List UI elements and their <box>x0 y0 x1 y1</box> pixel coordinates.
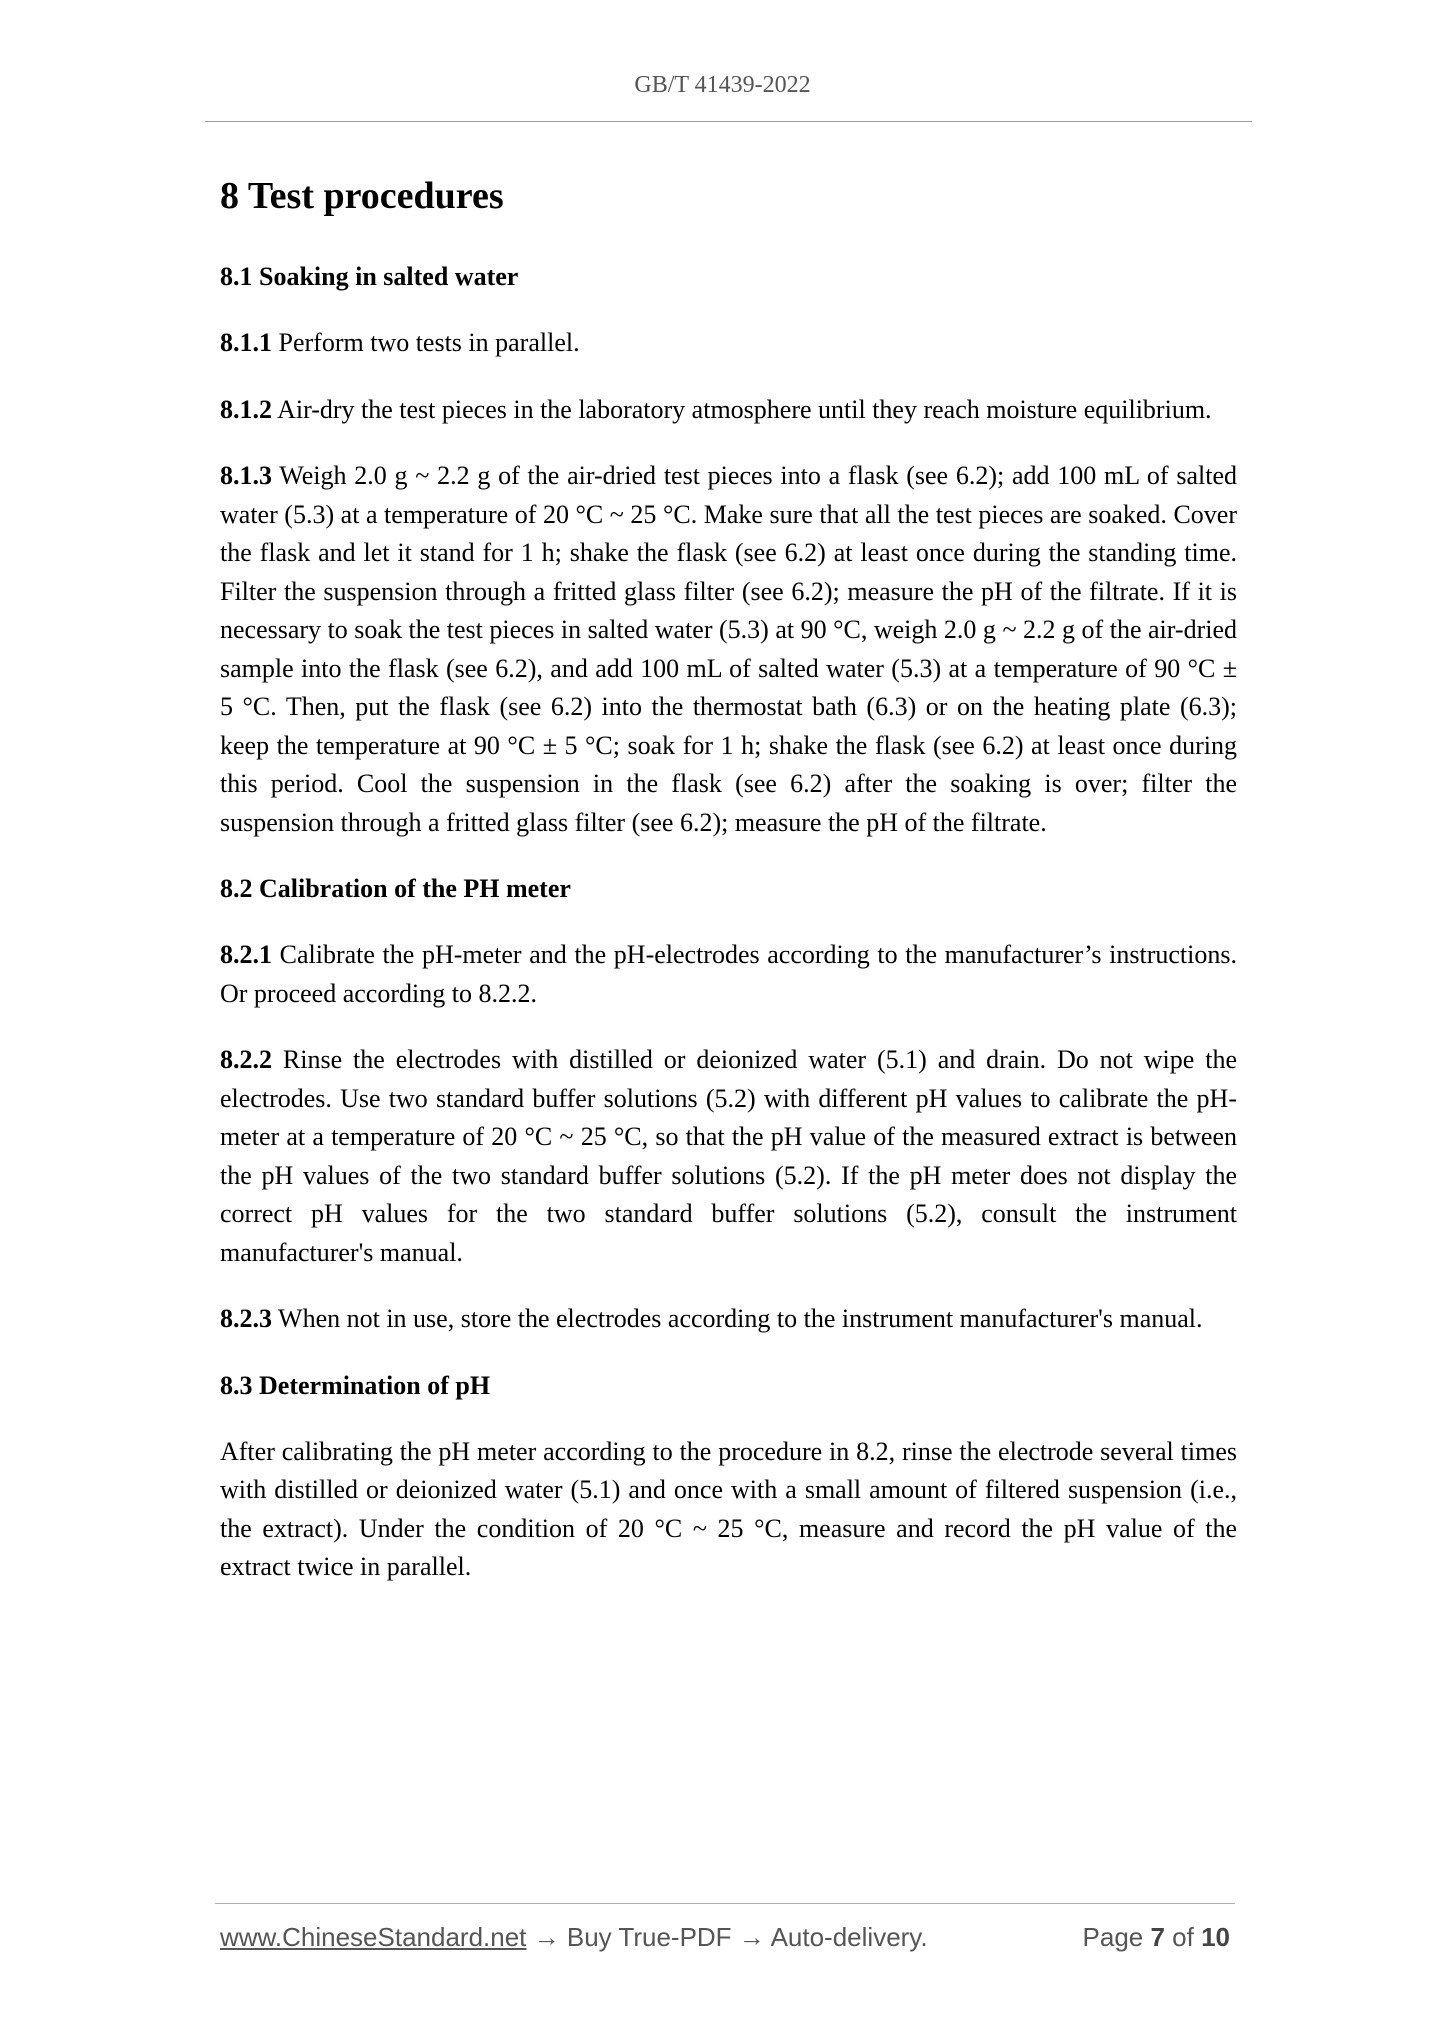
subsection-heading-8-1: 8.1 Soaking in salted water <box>220 262 519 291</box>
paragraph-8-2-3 <box>220 1300 1237 1339</box>
section-title: 8 Test procedures <box>220 175 504 217</box>
paragraph-8-2-1 <box>220 936 1237 1013</box>
footer-promo <box>220 1922 928 1953</box>
clause-number: 8.2.2 <box>220 1045 272 1074</box>
page-total: 10 <box>1201 1922 1230 1952</box>
page-content <box>220 168 1237 1615</box>
subsection-heading-8-2: 8.2 Calibration of the PH meter <box>220 874 571 903</box>
paragraph-8-1-2 <box>220 391 1237 430</box>
clause-text: Calibrate the pH-meter and the pH-electrodes according to the manufacturer’s instructions. Or proceed according to 8.2.2. <box>220 940 1237 1008</box>
paragraph-8-1-1 <box>220 324 1237 363</box>
paragraph-8-3: After calibrating the pH meter according to the procedure in 8.2, rinse the electrode several times with distilled or deionized water (5.1) and once with a small amount of filtered suspension (i.e., the extract). Under the condition of 20 °C ~ 25 °C, measure and record the pH value of the extract twice in parallel. <box>220 1436 1237 1581</box>
paragraph-8-2-2 <box>220 1041 1237 1272</box>
clause-text: When not in use, store the electrodes according to the instrument manufacturer's manual. <box>272 1304 1203 1333</box>
clause-number: 8.1.3 <box>220 461 272 490</box>
clause-number: 8.1.1 <box>220 328 272 357</box>
subsection-heading-8-3: 8.3 Determination of pH <box>220 1370 491 1400</box>
page-of: of <box>1164 1922 1202 1952</box>
clause-text: Perform two tests in parallel. <box>272 328 580 357</box>
header-divider <box>205 121 1252 122</box>
clause-text: Weigh 2.0 g ~ 2.2 g of the air-dried test pieces into a flask (see 6.2); add 100 mL of salted water (5.3) at a temperature of 20 °C ~ 25 °C. Make sure that all the test pieces are soaked. Cover the flask and let it stand for 1 h; shake the flask (see 6.2) at least once during the standing time. Filter the suspension through a fritted glass filter (see 6.2); measure the pH of the filtrate. If it is necessary to soak the test pieces in salted water (5.3) at 90 °C, weigh 2.0 g ~ 2.2 g of the air-dried sample into the flask (see 6.2), and add 100 mL of salted water (5.3) at a temperature of 90 °C ± 5 °C. Then, put the flask (see 6.2) into the thermostat bath (6.3) or on the heating plate (6.3); keep the temperature at 90 °C ± 5 °C; soak for 1 h; shake the flask (see 6.2) at least once during this period. Cool the suspension in the flask (see 6.2) after the soaking is over; filter the suspension through a fritted glass filter (see 6.2); measure the pH of the filtrate. <box>220 461 1237 837</box>
page-indicator <box>1083 1922 1230 1953</box>
page-current: 7 <box>1150 1922 1165 1952</box>
paragraph-8-1-3 <box>220 457 1237 842</box>
clause-number: 8.2.1 <box>220 940 272 969</box>
website-link[interactable]: www.ChineseStandard.net <box>220 1922 527 1952</box>
clause-number: 8.2.3 <box>220 1304 272 1333</box>
page-word: Page <box>1082 1922 1151 1952</box>
document-header-id: GB/T 41439-2022 <box>634 72 811 98</box>
footer-tagline: → Buy True-PDF → Auto-delivery. <box>526 1922 928 1952</box>
clause-text: Air-dry the test pieces in the laboratory atmosphere until they reach moisture equilibrium. <box>272 394 1212 424</box>
clause-number: 8.1.2 <box>220 394 272 424</box>
clause-text: Rinse the electrodes with distilled or deionized water (5.1) and drain. Do not wipe the electrodes. Use two standard buffer solutions (5.2) with different pH values to calibrate the pH-meter at a temperature of 20 °C ~ 25 °C, so that the pH value of the measured extract is between the pH values of the two standard buffer solutions (5.2). If the pH meter does not display the correct pH values for the two standard buffer solutions (5.2), consult the instrument manufacturer's manual. <box>220 1045 1237 1267</box>
footer-divider <box>215 1903 1235 1904</box>
